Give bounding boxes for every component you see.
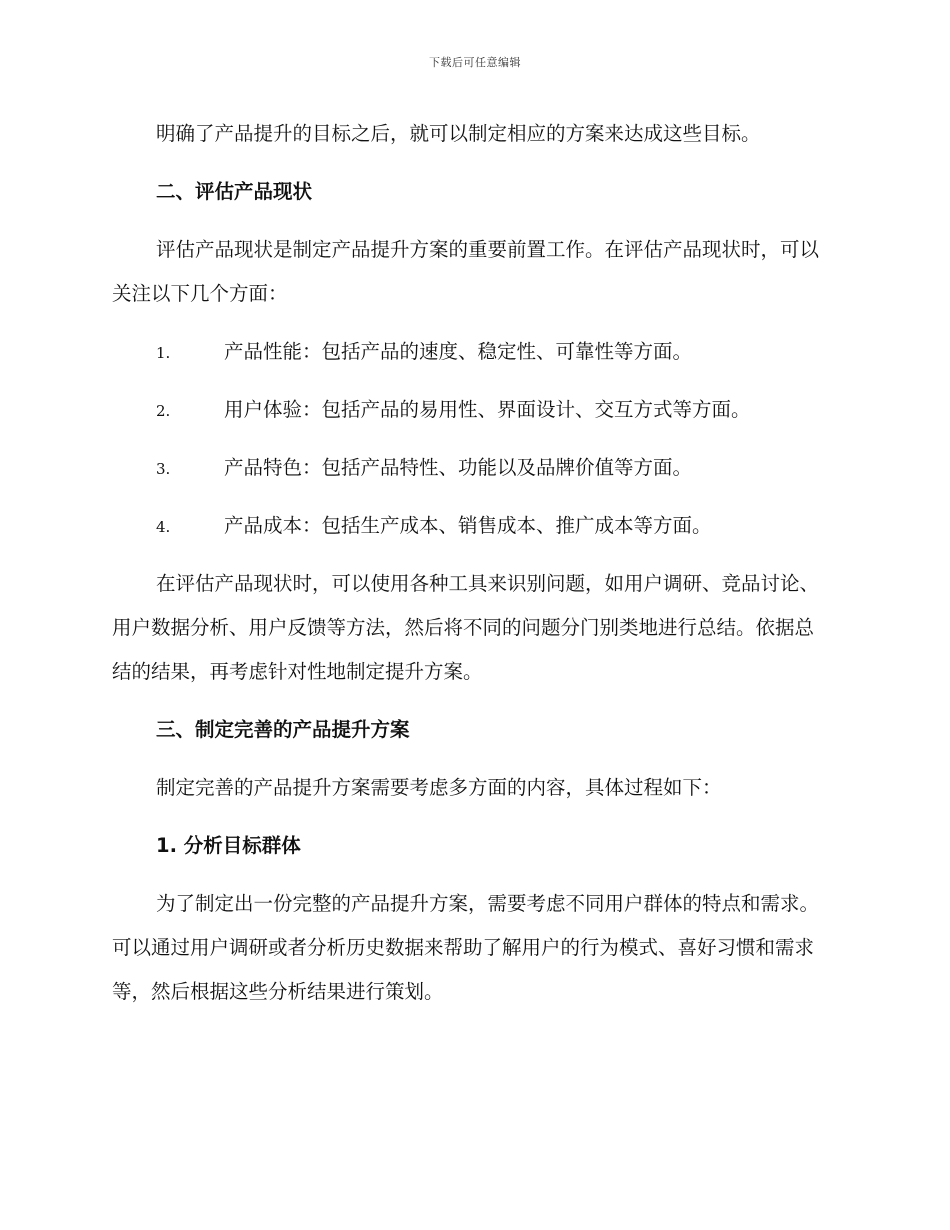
paragraph-evaluate: 评估产品现状是制定产品提升方案的重要前置工作。在评估产品现状时，可以关注以下几个方面：: [112, 238, 820, 305]
list-item: [112, 446, 832, 491]
list-text: 产品特色：包括产品特性、功能以及品牌价值等方面。: [224, 456, 693, 479]
document-body: [112, 112, 832, 1028]
list-text: 产品成本：包括生产成本、销售成本、推广成本等方面。: [224, 514, 712, 537]
list-number: 3.: [156, 460, 171, 478]
list-number: 4.: [156, 518, 171, 536]
page-header: 下载后可任意编辑: [429, 56, 521, 69]
list-number: 2.: [156, 402, 171, 420]
section-heading-plan: 三、制定完善的产品提升方案: [156, 718, 410, 741]
paragraph-tools: 在评估产品现状时，可以使用各种工具来识别问题，如用户调研、竞品讨论、用户数据分析、用户反馈等方法，然后将不同的问题分门别类地进行总结。依据总结的结果，再考虑针对性地制定提升方案。: [112, 572, 820, 683]
list-text: 产品性能：包括产品的速度、稳定性、可靠性等方面。: [224, 340, 693, 363]
list-item: [112, 388, 832, 433]
paragraph-intro: 明确了产品提升的目标之后，就可以制定相应的方案来达成这些目标。: [156, 122, 761, 145]
list-item: [112, 504, 832, 549]
list-text: 用户体验：包括产品的易用性、界面设计、交互方式等方面。: [224, 398, 751, 421]
aspect-list: [112, 330, 832, 549]
list-item: [112, 330, 832, 375]
paragraph-plan: 制定完善的产品提升方案需要考虑多方面的内容，具体过程如下：: [156, 776, 722, 799]
section-heading-evaluate: 二、评估产品现状: [156, 180, 313, 203]
subsection-heading-target-group: 1. 分析目标群体: [156, 834, 301, 857]
paragraph-target-group: 为了制定出一份完整的产品提升方案，需要考虑不同用户群体的特点和需求。可以通过用户调研或者分析历史数据来帮助了解用户的行为模式、喜好习惯和需求等，然后根据这些分析结果进行策划。: [112, 892, 820, 1003]
list-number: 1.: [156, 344, 171, 362]
